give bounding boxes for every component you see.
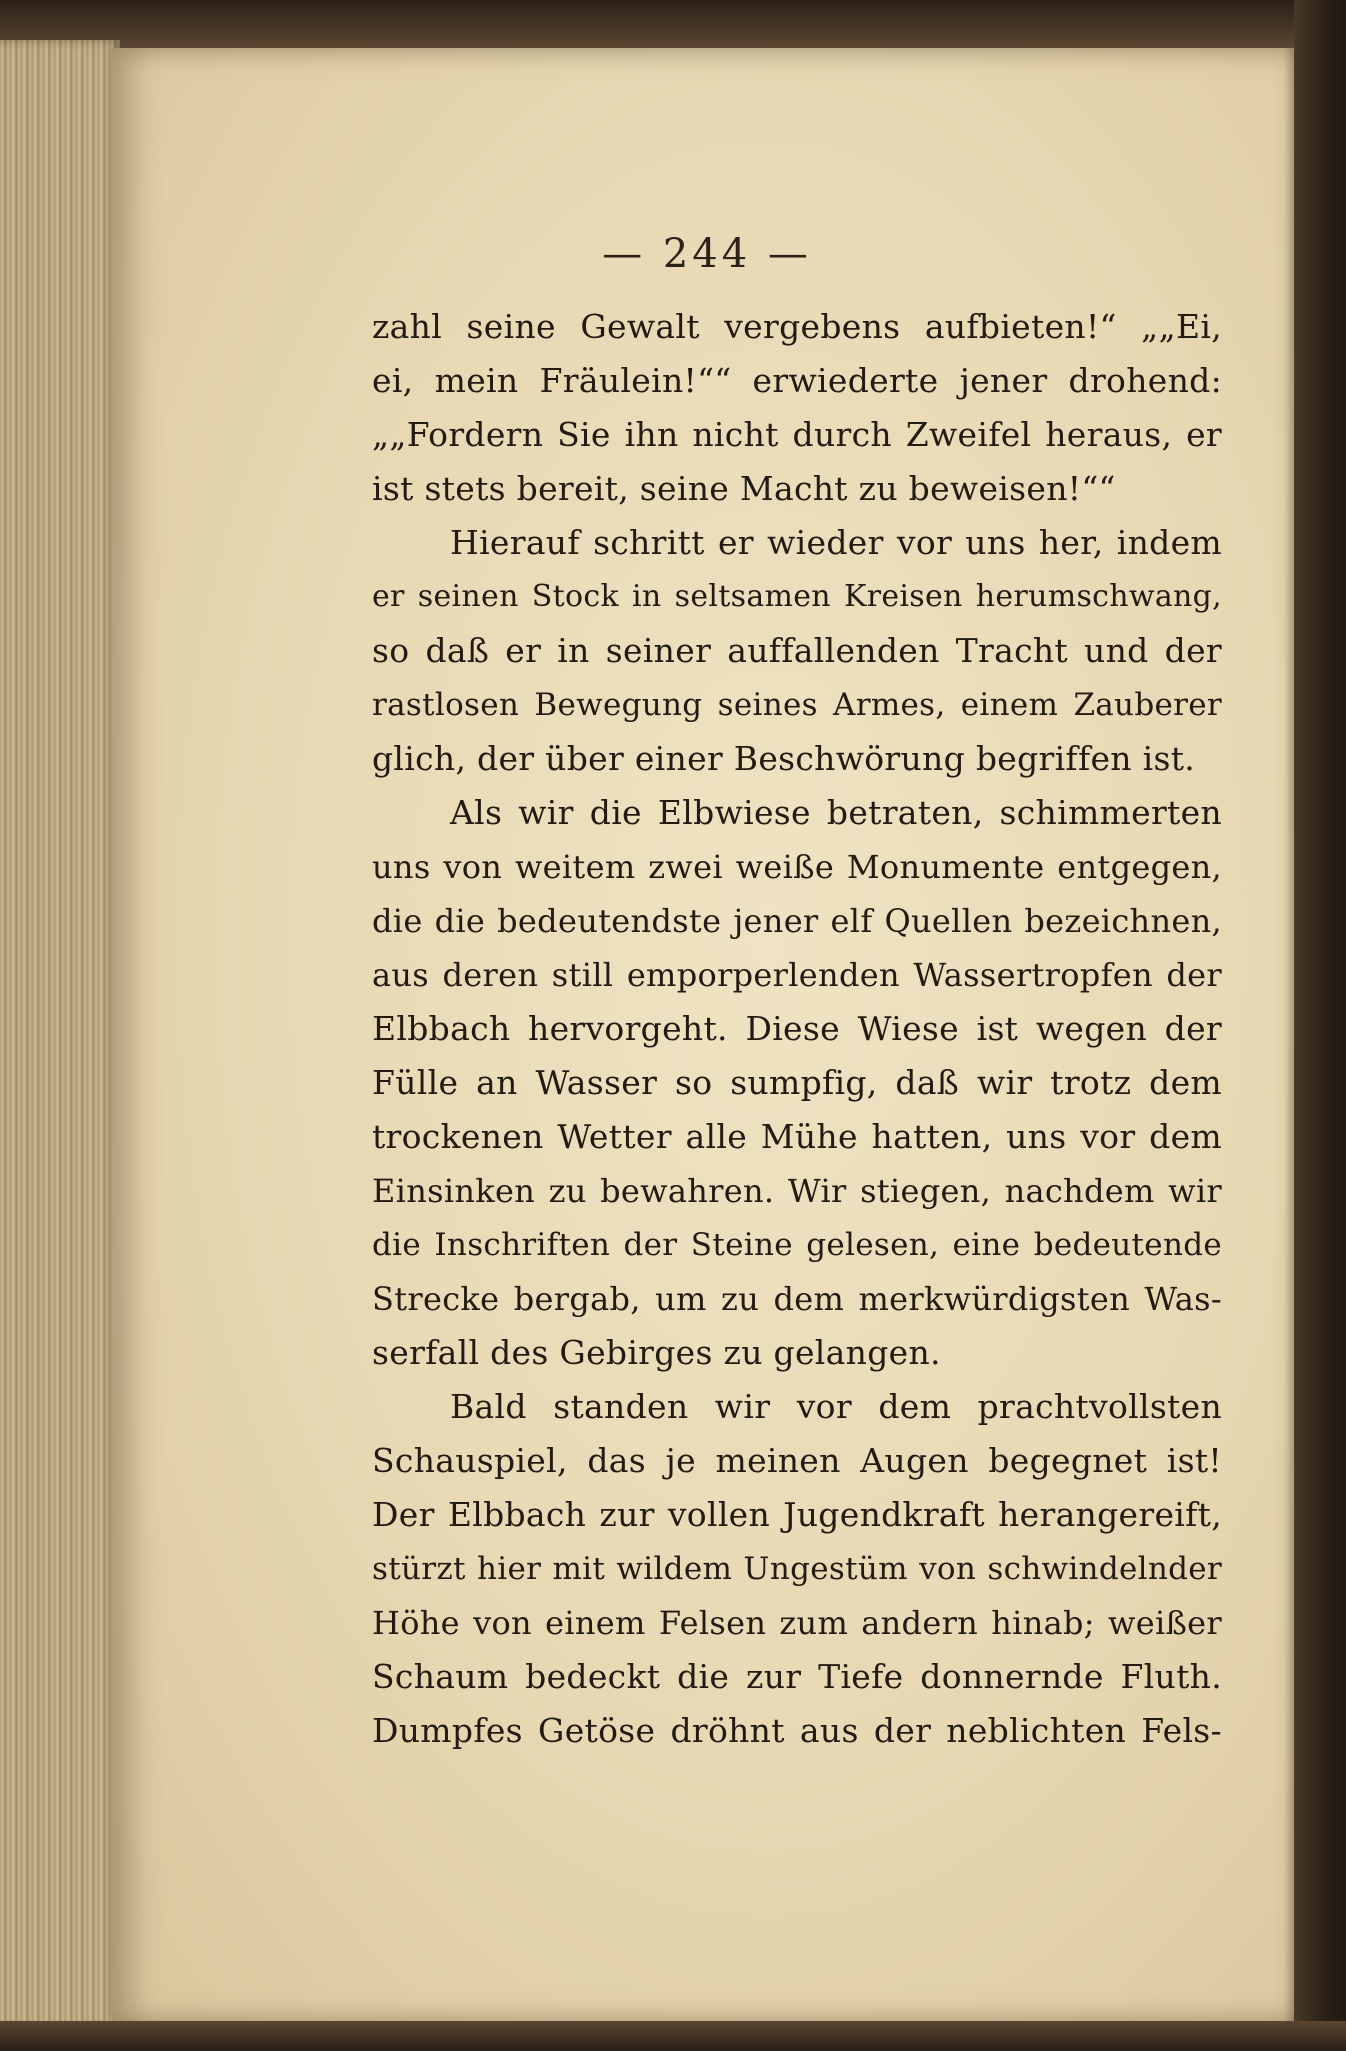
text-line: Bald standen wir vor dem prachtvollsten <box>450 1387 1222 1426</box>
text-line: die Inschriften der Steine gelesen, eine bedeutende <box>372 1227 1222 1263</box>
text-line: die die bedeutendste jener elf Quellen bezeichnen, <box>372 902 1222 940</box>
text-line: Höhe von einem Felsen zum andern hinab; weißer <box>372 1604 1222 1642</box>
text-line: Strecke bergab, um zu dem merkwürdigsten Was- <box>372 1280 1222 1318</box>
text-line: Hierauf schritt er wieder vor uns her, indem <box>450 523 1222 562</box>
text-line: ist stets bereit, seine Macht zu beweisen!““ <box>372 469 1116 508</box>
text-line: ei, mein Fräulein!““ erwiederte jener drohend: <box>372 361 1222 400</box>
body-text <box>372 300 1222 1758</box>
text-line: glich, der über einer Beschwörung begriffen ist. <box>372 739 1196 778</box>
book-page-edges <box>0 40 120 2030</box>
scan-bottom-edge <box>0 2021 1346 2051</box>
text-line: zahl seine Gewalt vergebens aufbieten!“ „„Ei, <box>372 307 1222 346</box>
text-line: aus deren still emporperlenden Wassertropfen der <box>372 956 1222 994</box>
text-line: trockenen Wetter alle Mühe hatten, uns vor dem <box>372 1117 1222 1156</box>
text-line: stürzt hier mit wildem Ungestüm von schwindelnder <box>372 1551 1222 1587</box>
text-line: er seinen Stock in seltsamen Kreisen herumschwang, <box>372 579 1222 614</box>
text-line: Als wir die Elbwiese betraten, schimmerten <box>450 793 1222 832</box>
text-line: serfall des Gebirges zu gelangen. <box>372 1333 941 1372</box>
text-line: Einsinken zu bewahren. Wir stiegen, nachdem wir <box>372 1172 1222 1210</box>
text-line: „„Fordern Sie ihn nicht durch Zweifel heraus, er <box>372 415 1222 454</box>
text-line: so daß er in seiner auffallenden Tracht und der <box>372 631 1222 670</box>
text-line: Der Elbbach zur vollen Jugendkraft herangereift, <box>372 1495 1222 1534</box>
page-number: — 244 — <box>602 231 812 277</box>
text-line: Schauspiel, das je meinen Augen begegnet ist! <box>372 1441 1222 1480</box>
scan-top-edge <box>0 0 1346 48</box>
text-line: Dumpfes Getöse dröhnt aus der neblichten Fels- <box>372 1711 1222 1750</box>
text-line: Elbbach hervorgeht. Diese Wiese ist wegen der <box>372 1009 1222 1048</box>
text-line: rastlosen Bewegung seines Armes, einem Zauberer <box>372 687 1222 723</box>
text-line: uns von weitem zwei weiße Monumente entgegen, <box>372 848 1222 886</box>
text-line: Schaum bedeckt die zur Tiefe donnernde Fluth. <box>372 1657 1222 1696</box>
text-line: Fülle an Wasser so sumpfig, daß wir trotz dem <box>372 1063 1222 1102</box>
book-cover-edge <box>1294 0 1346 2051</box>
